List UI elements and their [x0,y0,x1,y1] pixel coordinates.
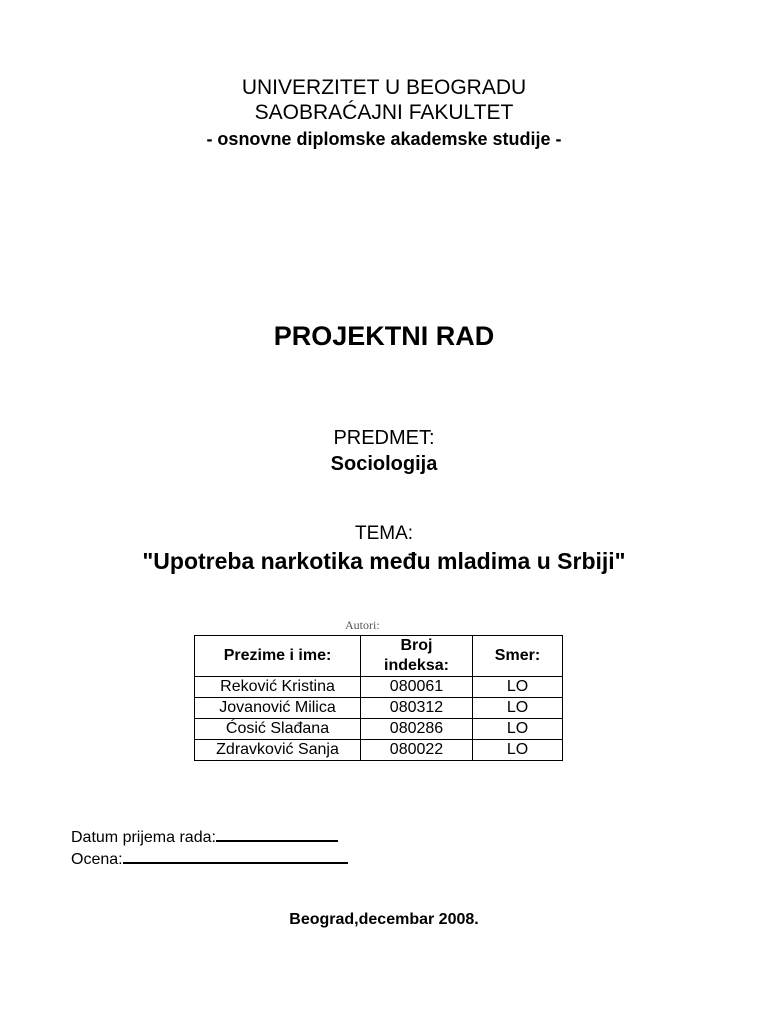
study-program: - osnovne diplomske akademske studije - [206,129,562,149]
received-date-blank-line [216,826,338,842]
place-and-date: Beograd,decembar 2008. [289,911,479,928]
authors-label: Autori: [345,618,380,632]
table-row [195,698,563,719]
authors-table [194,635,563,761]
column-header-index-line2: indeksa: [384,657,449,674]
author-index-cell: 080286 [361,719,473,740]
author-name-cell: Reković Kristina [195,677,361,698]
subject-value: Sociologija [330,453,438,475]
author-index-cell: 080061 [361,677,473,698]
column-header-index [361,636,473,677]
author-smer-cell: LO [472,719,562,740]
table-row [195,719,563,740]
author-smer-cell: LO [472,677,562,698]
author-name-cell: Zdravković Sanja [195,740,361,761]
table-row [195,677,563,698]
author-index-cell: 080022 [361,740,473,761]
received-date-field [71,826,348,848]
author-index-cell: 080312 [361,698,473,719]
document-type-title: PROJEKTNI RAD [273,321,495,351]
topic-label: TEMA: [354,523,414,544]
author-name-cell: Jovanović Milica [195,698,361,719]
column-header-name: Prezime i ime: [195,636,361,677]
grade-field [71,848,348,870]
table-row [195,740,563,761]
author-smer-cell: LO [472,740,562,761]
table-header-row [195,636,563,677]
topic-value: "Upotreba narkotika među mladima u Srbiji" [142,548,626,574]
subject-label: PREDMET: [333,427,435,449]
faculty-name: SAOBRAĆAJNI FAKULTET [254,101,514,124]
grading-fields [71,826,348,870]
column-header-smer: Smer: [472,636,562,677]
university-name: UNIVERZITET U BEOGRADU [241,76,527,99]
grade-label: Ocena: [71,851,123,868]
received-date-label: Datum prijema rada: [71,829,216,846]
column-header-index-line1: Broj [400,637,433,654]
grade-blank-line [123,848,348,864]
author-smer-cell: LO [472,698,562,719]
author-name-cell: Ćosić Slađana [195,719,361,740]
